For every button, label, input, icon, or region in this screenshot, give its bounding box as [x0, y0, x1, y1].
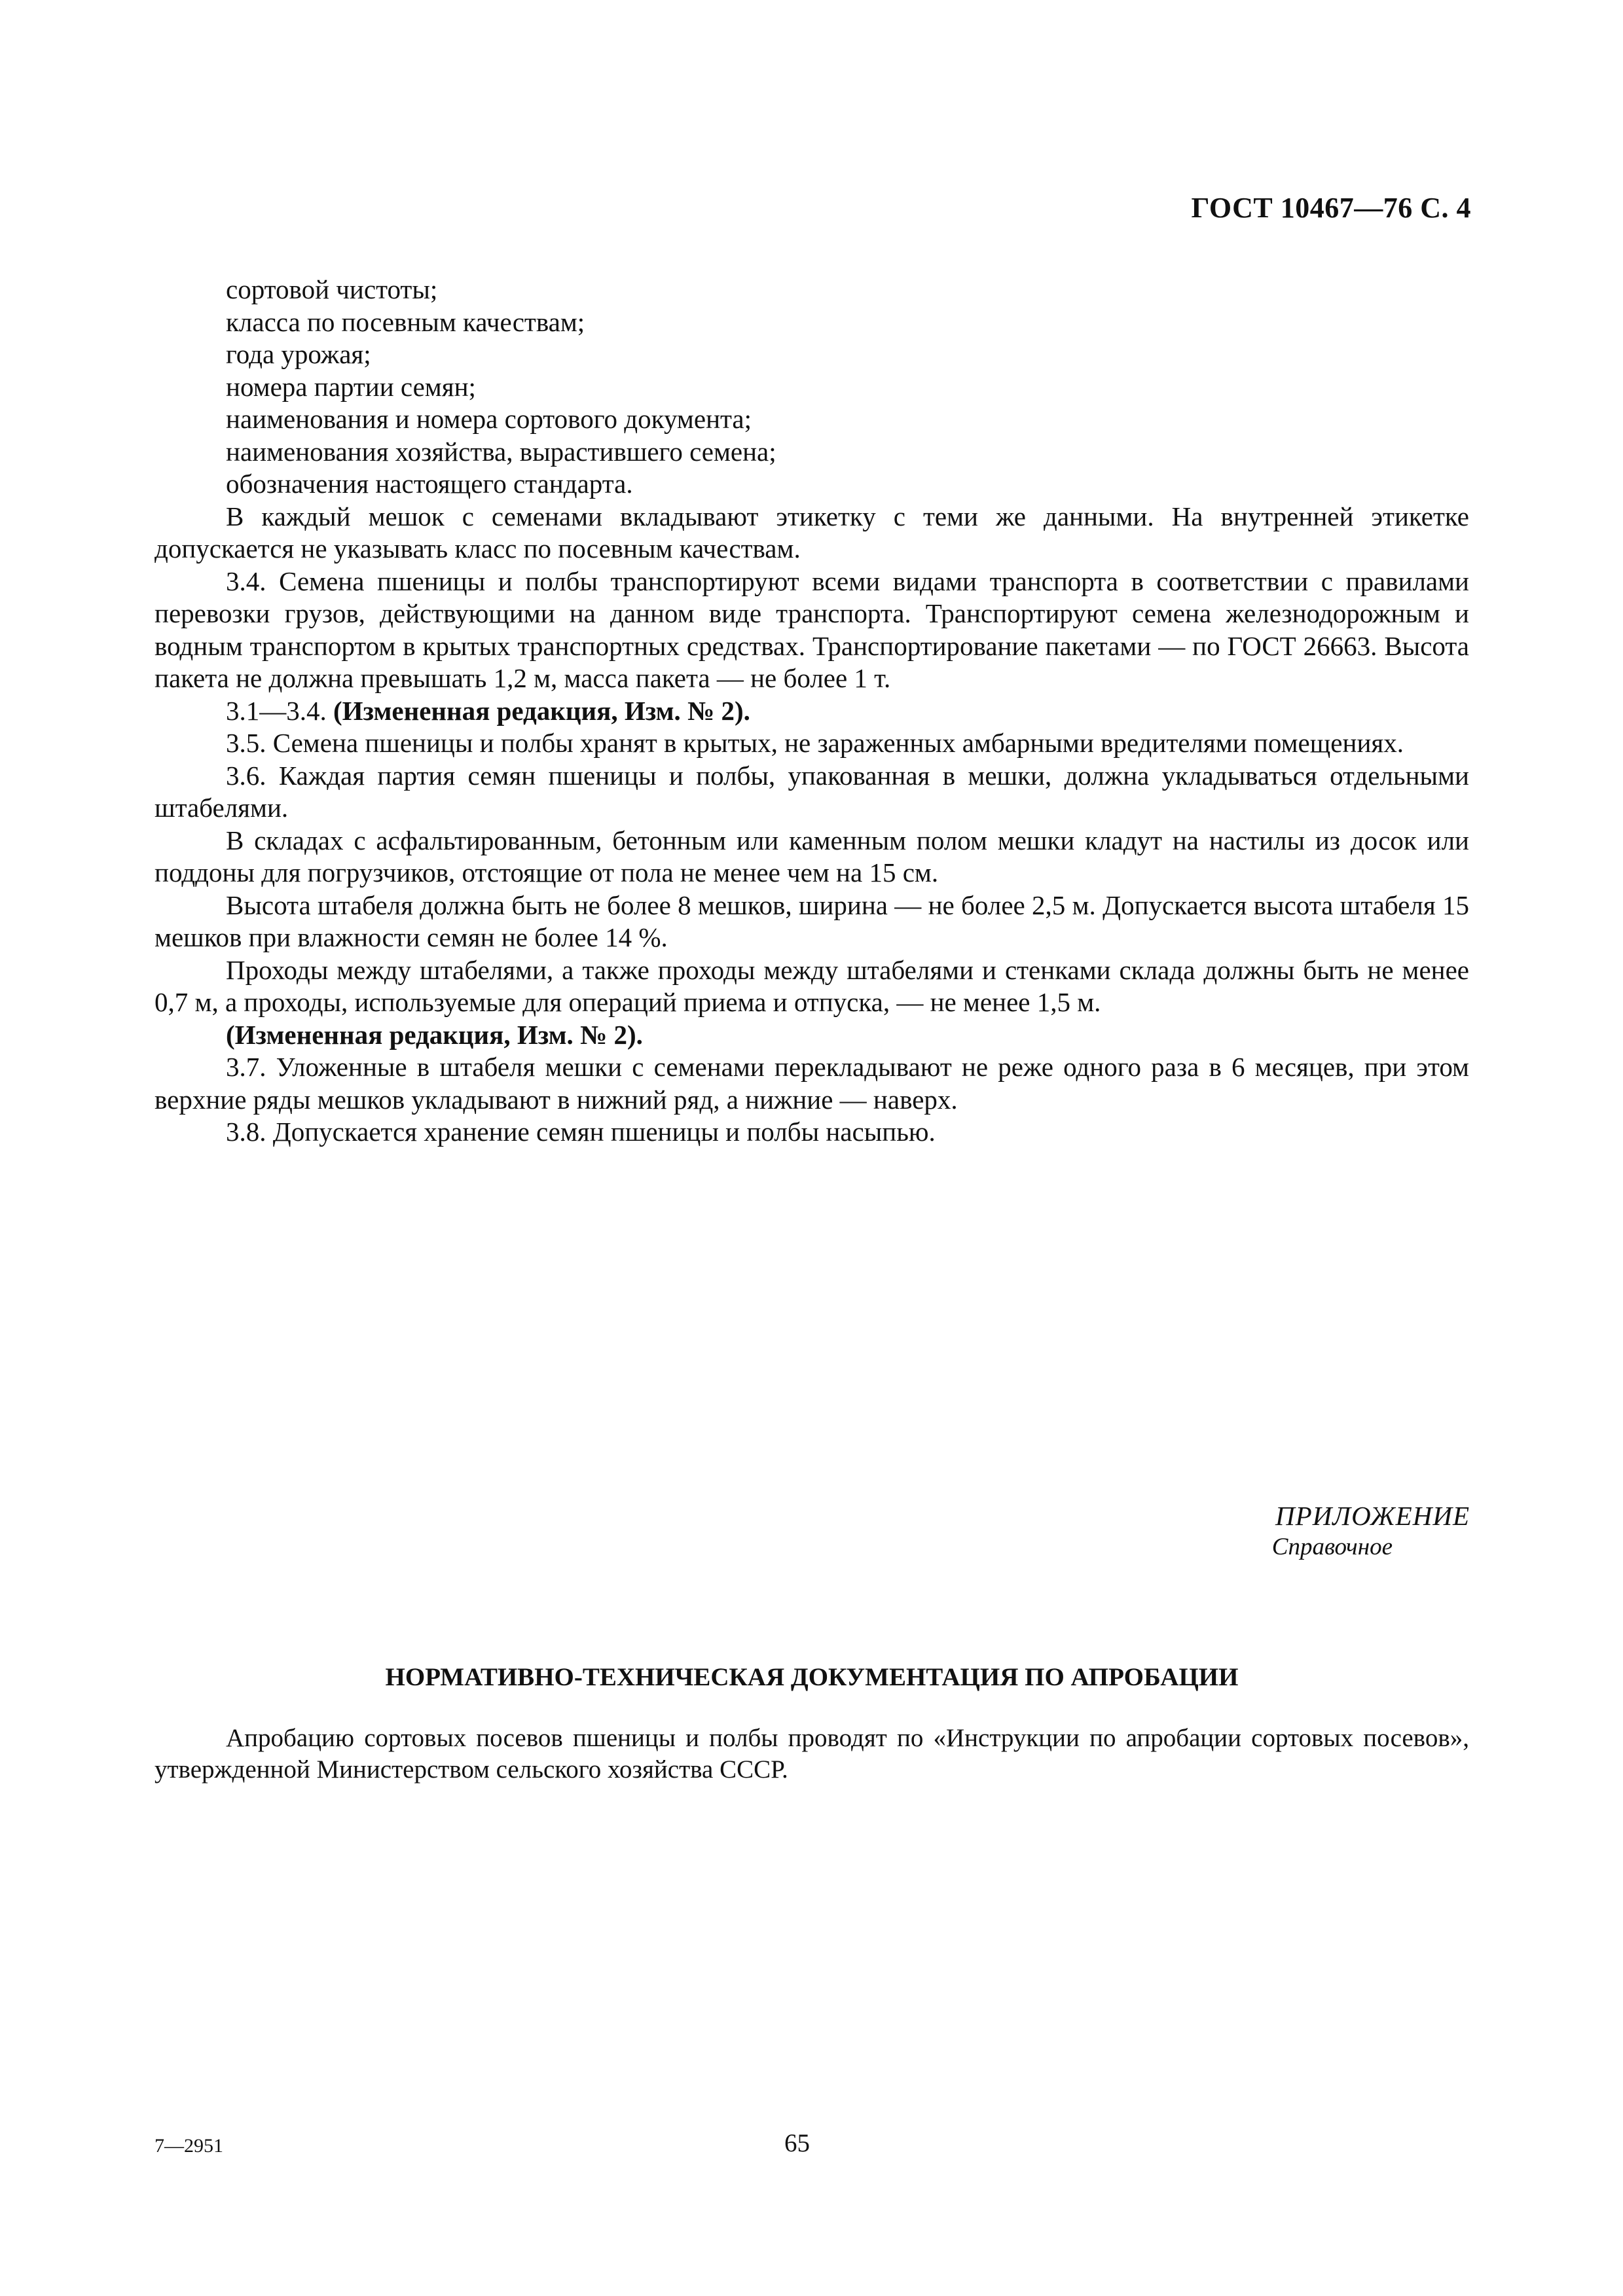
- footer-code: 7—2951: [155, 2135, 223, 2157]
- appendix-heading: [1272, 1500, 1470, 1561]
- paragraph-3-5: 3.5. Семена пшеницы и полбы хранят в крытых, не зараженных амбарными вредителями помещениях.: [226, 728, 1404, 758]
- paragraph-3-6: 3.6. Каждая партия семян пшеницы и полбы, упакованная в мешки, должна укладываться отдельными штабелями.: [155, 760, 1469, 823]
- section-body: Апробацию сортовых посевов пшеницы и полбы проводят по «Инструкции по апробации сортовых посевов», утвержденной Министерством сельского хозяйства СССР.: [155, 1724, 1469, 1784]
- paragraph-3-7: 3.7. Уложенные в штабеля мешки с семенами перекладывают не реже одного раза в 6 месяцев, при этом верхние ряды мешков укладывают в нижний ряд, а нижние — наверх.: [155, 1052, 1469, 1115]
- page-number: 65: [784, 2129, 810, 2157]
- list-item: года урожая;: [226, 339, 371, 369]
- list-item: сортовой чистоты;: [226, 274, 438, 304]
- paragraph-storage: В складах с асфальтированным, бетонным или каменным полом мешки кладут на настилы из досок или поддоны для погрузчиков, отстоящие от пола не менее чем на 15 см.: [155, 825, 1469, 888]
- appendix-type: Справочное: [1271, 1534, 1393, 1560]
- amendment-note: (Измененная редакция, Изм. № 2).: [333, 695, 750, 726]
- list-item: номера партии семян;: [226, 371, 476, 402]
- page-header: ГОСТ 10467—76 С. 4: [1191, 192, 1471, 224]
- list-item: класса по посевным качествам;: [226, 306, 585, 337]
- amendment-prefix: 3.1—3.4.: [226, 695, 333, 726]
- section-title: НОРМАТИВНО-ТЕХНИЧЕСКАЯ ДОКУМЕНТАЦИЯ ПО АПРОБАЦИИ: [385, 1663, 1239, 1691]
- amendment-note: (Измененная редакция, Изм. № 2).: [226, 1019, 643, 1050]
- paragraph-label: В каждый мешок с семенами вкладывают этикетку с теми же данными. На внутренней этикетке допускается не указывать класс по посевным качествам.: [155, 501, 1469, 564]
- paragraph-3-4: 3.4. Семена пшеницы и полбы транспортируют всеми видами транспорта в соответствии с правилами перевозки грузов, действующими на данном виде транспорта. Транспортируют семена железнодорожным и водным транспортом в крытых транспортных средствах. Транспортирование пакетами — по ГОСТ 26663. Высота пакета не должна превышать 1,2 м, масса пакета — не более 1 т.: [155, 565, 1469, 693]
- list-item: наименования хозяйства, вырастившего семена;: [226, 436, 776, 467]
- paragraph-amendment-3-1-3-4: [155, 695, 1469, 728]
- paragraph-3-8: 3.8. Допускается хранение семян пшеницы и полбы насыпью.: [226, 1117, 936, 1147]
- paragraph-stack-height: Высота штабеля должна быть не более 8 мешков, ширина — не более 2,5 м. Допускается высота штабеля 15 мешков при влажности семян не более 14 %.: [155, 889, 1469, 952]
- document-body: [155, 274, 1469, 1149]
- list-item: наименования и номера сортового документа;: [226, 404, 752, 434]
- paragraph-passages: Проходы между штабелями, а также проходы между штабелями и стенками склада должны быть не менее 0,7 м, а проходы, используемые для операций приема и отпуска, — не менее 1,5 м.: [155, 954, 1469, 1017]
- list-item: обозначения настоящего стандарта.: [226, 469, 633, 499]
- appendix-title: ПРИЛОЖЕНИЕ: [1275, 1501, 1470, 1531]
